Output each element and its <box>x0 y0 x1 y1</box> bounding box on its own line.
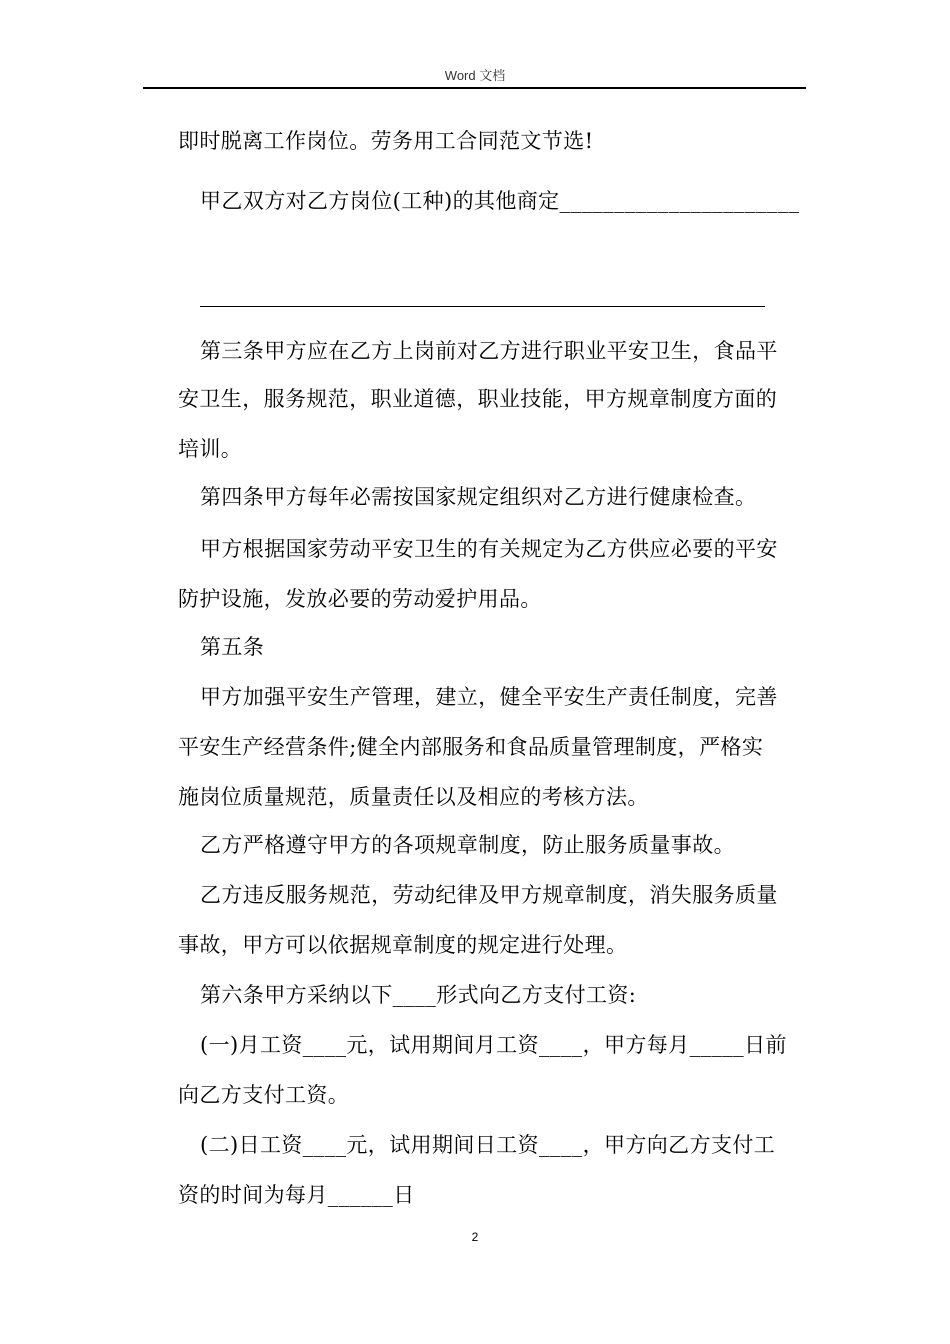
paragraph-line: 第四条甲方每年必需按国家规定组织对乙方进行健康检查。 <box>200 485 757 509</box>
paragraph-line: 资的时间为每月______日 <box>178 1183 415 1207</box>
paragraph-line: 第三条甲方应在乙方上岗前对乙方进行职业平安卫生，食品平 <box>200 339 778 363</box>
paragraph-line: (二)日工资____元，试用期间日工资____，甲方向乙方支付工 <box>200 1133 776 1157</box>
blank-fill-line <box>200 306 765 307</box>
paragraph-line: 事故，甲方可以依据规章制度的规定进行处理。 <box>178 933 628 957</box>
page-number: 2 <box>471 1230 479 1244</box>
paragraph-line: 甲乙双方对乙方岗位(工种)的其他商定______________________ <box>200 189 800 213</box>
paragraph-line: 培训。 <box>178 437 243 461</box>
paragraph-line: (一)月工资____元，试用期间月工资____，甲方每月_____日前 <box>200 1033 787 1057</box>
page-header-title: Word 文档 <box>444 68 506 83</box>
paragraph-line: 向乙方支付工资。 <box>178 1083 350 1107</box>
paragraph-line: 乙方严格遵守甲方的各项规章制度，防止服务质量事故。 <box>200 833 735 857</box>
paragraph-line: 第五条 <box>200 635 265 659</box>
paragraph-line: 甲方加强平安生产管理，建立，健全平安生产责任制度，完善 <box>200 685 778 709</box>
paragraph-line: 施岗位质量规范，质量责任以及相应的考核方法。 <box>178 785 649 809</box>
paragraph-line: 乙方违反服务规范，劳动纪律及甲方规章制度，消失服务质量 <box>200 883 778 907</box>
paragraph-line: 甲方根据国家劳动平安卫生的有关规定为乙方供应必要的平安 <box>200 537 778 561</box>
paragraph-line: 安卫生，服务规范，职业道德，职业技能，甲方规章制度方面的 <box>178 387 778 411</box>
header-rule <box>143 87 806 89</box>
paragraph-line: 即时脱离工作岗位。劳务用工合同范文节选! <box>178 129 594 153</box>
paragraph-line: 平安生产经营条件;健全内部服务和食品质量管理制度，严格实 <box>178 735 764 759</box>
paragraph-line: 防护设施，发放必要的劳动爱护用品。 <box>178 587 542 611</box>
paragraph-line: 第六条甲方采纳以下____形式向乙方支付工资: <box>200 983 637 1007</box>
